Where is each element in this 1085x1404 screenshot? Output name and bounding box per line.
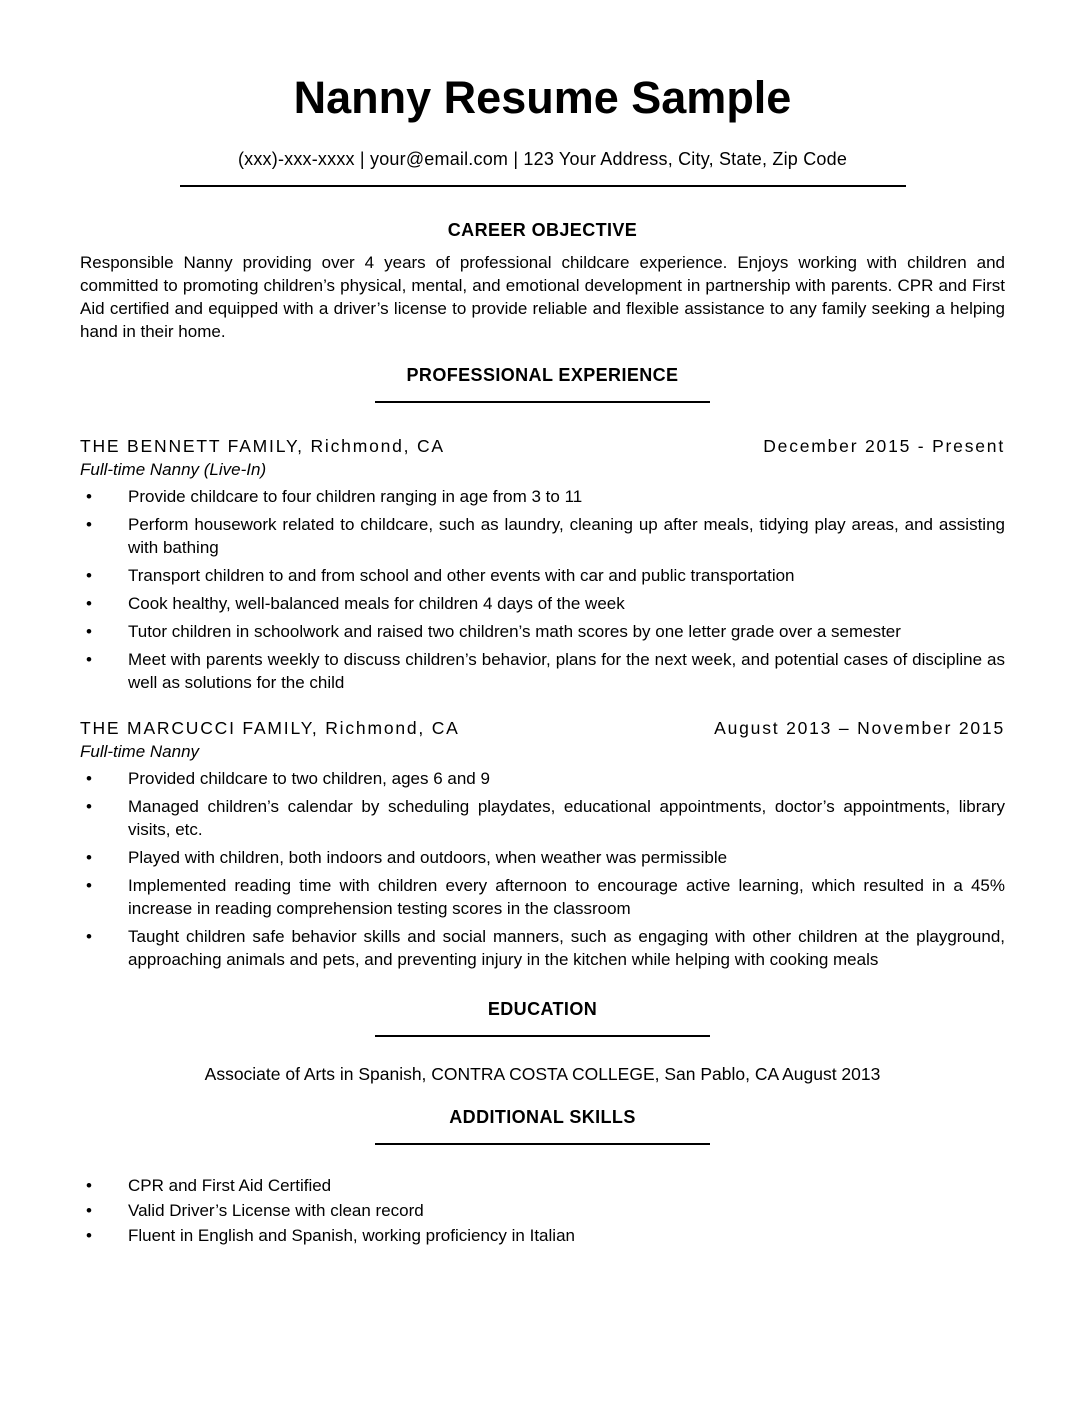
skill-bullet: • CPR and First Aid Certified (128, 1174, 1005, 1197)
job-bullet: • Taught children safe behavior skills and social manners, such as engaging with other children at the playground, approaching animals and pets, and preventing injury in the kitchen while helping with cooking meals (128, 925, 1005, 971)
job-bullet: • Provided childcare to two children, ages 6 and 9 (128, 767, 1005, 790)
section-heading-career-objective: CAREER OBJECTIVE (447, 219, 638, 240)
employer-name: THE MARCUCCI FAMILY, Richmond, CA (80, 717, 460, 738)
skill-bullet: • Valid Driver’s License with clean record (128, 1199, 1005, 1222)
job-bullet: • Perform housework related to childcare, such as laundry, cleaning up after meals, tidying play areas, and assisting with bathing (128, 513, 1005, 559)
job-bullet: • Managed children’s calendar by scheduling playdates, educational appointments, doctor’s appointments, library visits, etc. (128, 795, 1005, 841)
job-bullet: • Transport children to and from school and other events with car and public transportation (128, 564, 1005, 587)
job-bullet: • Meet with parents weekly to discuss children’s behavior, plans for the next week, and potential cases of discipline as well as solutions for the child (128, 648, 1005, 694)
section-heading-education: EDUCATION (487, 998, 598, 1019)
contact-info: (xxx)-xxx-xxxx | your@email.com | 123 Your Address, City, State, Zip Code (237, 148, 848, 169)
job-bullet: • Cook healthy, well-balanced meals for children 4 days of the week (128, 592, 1005, 615)
skill-bullet: • Fluent in English and Spanish, working proficiency in Italian (128, 1224, 1005, 1247)
header-divider (180, 185, 906, 187)
job-bullet: • Played with children, both indoors and outdoors, when weather was permissible (128, 846, 1005, 869)
section-heading-professional-experience: PROFESSIONAL EXPERIENCE (406, 364, 679, 385)
job-role: Full-time Nanny (Live-In) (80, 459, 267, 479)
career-objective-text: Responsible Nanny providing over 4 years of professional childcare experience. Enjoys working with children and committed to promoting children’s physical, mental, and emotional development in partnership with parents. CPR and First Aid certified and equipped with a driver’s license to provide reliable and flexible assistance to any family seeking a helping hand in their home. (80, 252, 1005, 341)
job-role: Full-time Nanny (80, 741, 200, 761)
additional-skills-divider (375, 1143, 710, 1145)
job-bullet: • Provide childcare to four children ranging in age from 3 to 11 (128, 485, 1005, 508)
employment-dates: December 2015 - Present (763, 435, 1005, 456)
education-entry: Associate of Arts in Spanish, CONTRA COSTA COLLEGE, San Pablo, CA August 2013 (204, 1063, 881, 1084)
job-bullet: • Tutor children in schoolwork and raised two children’s math scores by one letter grade over a semester (128, 620, 1005, 643)
employment-dates: August 2013 – November 2015 (714, 717, 1005, 738)
employer-name: THE BENNETT FAMILY, Richmond, CA (80, 435, 445, 456)
job-header (80, 718, 1005, 739)
job-bullet-list (80, 485, 1005, 694)
page-title: Nanny Resume Sample (293, 72, 792, 123)
education-divider (375, 1035, 710, 1037)
section-heading-additional-skills: ADDITIONAL SKILLS (449, 1106, 636, 1127)
job-entry-bennett (80, 436, 1005, 694)
job-bullet-list (80, 767, 1005, 971)
professional-experience-divider (375, 401, 710, 403)
job-header (80, 436, 1005, 457)
skills-bullet-list (80, 1174, 1005, 1247)
job-bullet: • Implemented reading time with children every afternoon to encourage active learning, which resulted in a 45% increase in reading comprehension testing scores in the classroom (128, 874, 1005, 920)
job-entry-marcucci (80, 718, 1005, 971)
